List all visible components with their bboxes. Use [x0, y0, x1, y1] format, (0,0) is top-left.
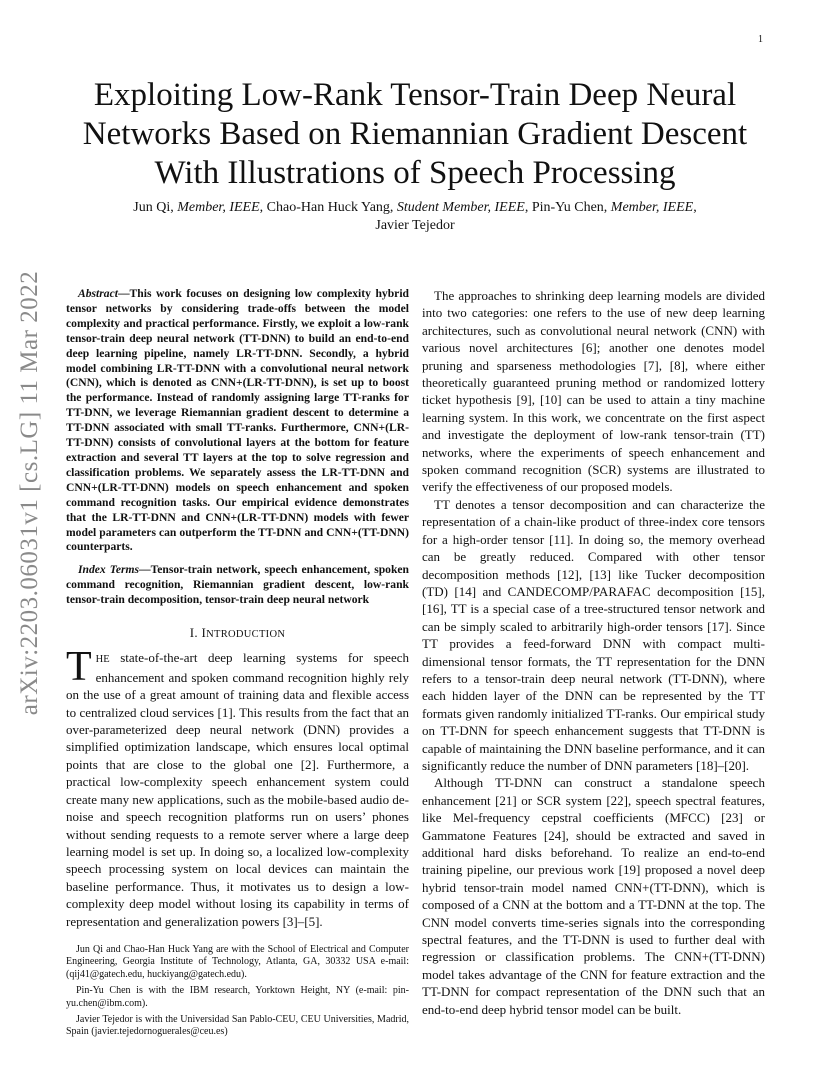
- body-paragraph: Although TT-DNN can construct a standalone speech enhancement [21] or SCR system [22], speech spectral features, like Mel-frequency cepstral coefficients (MFCC) [23] or Gammatone Features [24], should be extracted and saved in additional hard disks beforehand. To realize an end-to-end training pipeline, our previous work [19] proposed a novel deep hybrid tensor-train model named CNN+(TT-DNN), which is composed of a CNN at the bottom and a TT-DNN at the top. The CNN model converts time-series signals into the corresponding spectral features, and the TT-DNN is used to further deal with regression or classification problems. The CNN+(TT-DNN) model takes advantage of the CNN for feature extraction and the TT-DNN for compact representation of the DNN such that an end-to-end deep hybrid tensor model can be built.: [422, 775, 765, 1017]
- arxiv-identifier-text: arXiv:2203.06031v1 [cs.LG] 11 Mar 2022: [16, 270, 44, 716]
- intro-paragraph: [66, 644, 409, 930]
- author-name: , Chao-Han Huck Yang,: [259, 200, 397, 215]
- section-title-rest: NTRODUCTION: [206, 629, 286, 641]
- footnote: Javier Tejedor is with the Universidad San Pablo-CEU, CEU Universities, Madrid, Spain (javier.tejedornoguerales@ceu.es): [66, 1013, 409, 1038]
- abstract-text: —This work focuses on designing low complexity hybrid tensor networks by considering trade-offs between the model complexity and practical performance. Firstly, we exploit a low-rank tensor-train deep neural network (TT-DNN) to build an end-to-end deep learning pipeline, namely LR-TT-DNN. Secondly, a hybrid model combining LR-TT-DNN with a convolutional neural network (CNN), which is denoted as CNN+(LR-TT-DNN), is set up to boost the performance. Instead of randomly assigning large TT-ranks for TT-DNN, we leverage Riemannian gradient descent to determine a TT-DNN associated with small TT-ranks. Furthermore, CNN+(LR-TT-DNN) consists of convolutional layers at the bottom for feature extraction and several TT layers at the top to solve regression and classification problems. We separately assess the LR-TT-DNN and CNN+(LR-TT-DNN) models on speech enhancement and spoken command recognition tasks. Our empirical evidence demonstrates that the LR-TT-DNN and CNN+(LR-TT-DNN) models with fewer model parameters can outperform the TT-DNN and CNN+(TT-DNN) counterparts.: [66, 287, 409, 554]
- body-paragraph: TT denotes a tensor decomposition and can characterize the representation of a chain-like product of three-index core tensors for a high-order tensor [11]. In doing so, the memory overhead can be greatly reduced. Compared with other tensor decomposition methods [12], [13] like Tucker decomposition (TD) [14] and CANDECOMP/PARAFAC decomposition [15], [16], TT is a special case of a tree-structured tensor network and can be simply scaled to arbitrarily high-order tensors [17]. Since TT provides a feed-forward DNN with compact multi-dimensional tensor formats, the TT representation for the DNN refers to a tensor-train deep neural network (TT-DNN), where each hidden layer of the DNN can be represented by the TT formats given randomly initialized TT-ranks. Our empirical study on TT-DNN for speech enhancement suggests that TT-DNN is capable of maintaining the DNN baseline performance, and it can significantly reduce the number of DNN parameters [18]–[20].: [422, 496, 765, 773]
- intro-smallcaps: HE: [95, 654, 110, 666]
- title-line: Networks Based on Riemannian Gradient Descent: [82, 116, 748, 152]
- page-number: 1: [758, 34, 763, 45]
- title-line: With Illustrations of Speech Processing: [154, 155, 676, 191]
- abstract: [66, 287, 409, 555]
- left-column: [66, 287, 409, 1043]
- author-name: , Pin-Yu Chen,: [524, 200, 611, 215]
- drop-cap: T: [66, 644, 92, 691]
- section-initial: I: [201, 625, 207, 641]
- index-terms-text: —Tensor-train network, speech enhancement, spoken command recognition, Riemannian gradient descent, low-rank tensor-train decomposition, tensor-train deep neural network: [66, 563, 409, 607]
- footnotes: [66, 944, 409, 1039]
- body-paragraph: The approaches to shrinking deep learning models are divided into two categories: one refers to the use of new deep learning architectures, such as convolutional neural network (CNN) with various novel architectures [6]; another one denotes model pruning and sparseness methodologies [7], [8], where either theoretically guaranteed pruning method or randomized lottery ticket hypothesis [9], [10] can be used to attain a tiny machine learning system. In this work, we concentrate on the first aspect and investigate the deployment of low-rank tensor-train (TT) networks, where the experiments of speech enhancement and spoken command recognition (SCR) systems are illustrated to verify the effectiveness of our proposed models.: [422, 288, 765, 495]
- intro-text: state-of-the-art deep learning systems for speech enhancement and spoken command recognition highly rely on the use of a great amount of training data and flexible access to centralized cloud services [1]. This results from the fact that an over-parameterized deep neural network (DNN) provides a simplified optimization landscape, which ensures local optimal points that are close to the global one [2]. Furthermore, a practical low-complexity speech enhancement system could create many new applications, such as the mobile-based audio de-noise and speech recognition platforms run on users’ phones without sending requests to a remote server where a large deep learning model is set up. In doing so, a localized low-complexity speech processing system on local devices can maintain the baseline performance. Thus, it motivates us to design a low-complexity deep model without losing its capability in terms of representation and generalization powers [3]–[5].: [66, 650, 409, 929]
- author-role: Member, IEEE: [177, 200, 260, 215]
- author-role: Member, IEEE: [610, 200, 694, 215]
- paper-title: [60, 76, 770, 193]
- author-name: Jun Qi,: [133, 200, 178, 215]
- section-numeral: I.: [189, 625, 202, 641]
- right-column: [422, 287, 765, 1018]
- section-heading-introduction: [66, 624, 409, 643]
- author-role: Student Member, IEEE: [396, 200, 525, 215]
- footnote: Jun Qi and Chao-Han Huck Yang are with the School of Electrical and Computer Engineering, Georgia Institute of Technology, Atlanta, GA, 30332 USA e-mail: (qij41@gatech.edu, huckiyang@gatech.edu).: [66, 943, 409, 980]
- title-line: Exploiting Low-Rank Tensor-Train Deep Neural: [93, 77, 737, 113]
- arxiv-identifier: [10, 270, 50, 716]
- author-name: Javier Tejedor: [375, 218, 455, 233]
- author-separator: ,: [693, 200, 697, 215]
- footnote: Pin-Yu Chen is with the IBM research, Yorktown Height, NY (e-mail: pin-yu.chen@ibm.com).: [66, 985, 409, 1009]
- abstract-label: Abstract: [78, 287, 118, 300]
- index-terms: [66, 563, 409, 608]
- author-list: [80, 199, 750, 235]
- index-terms-label: Index Terms: [78, 563, 140, 577]
